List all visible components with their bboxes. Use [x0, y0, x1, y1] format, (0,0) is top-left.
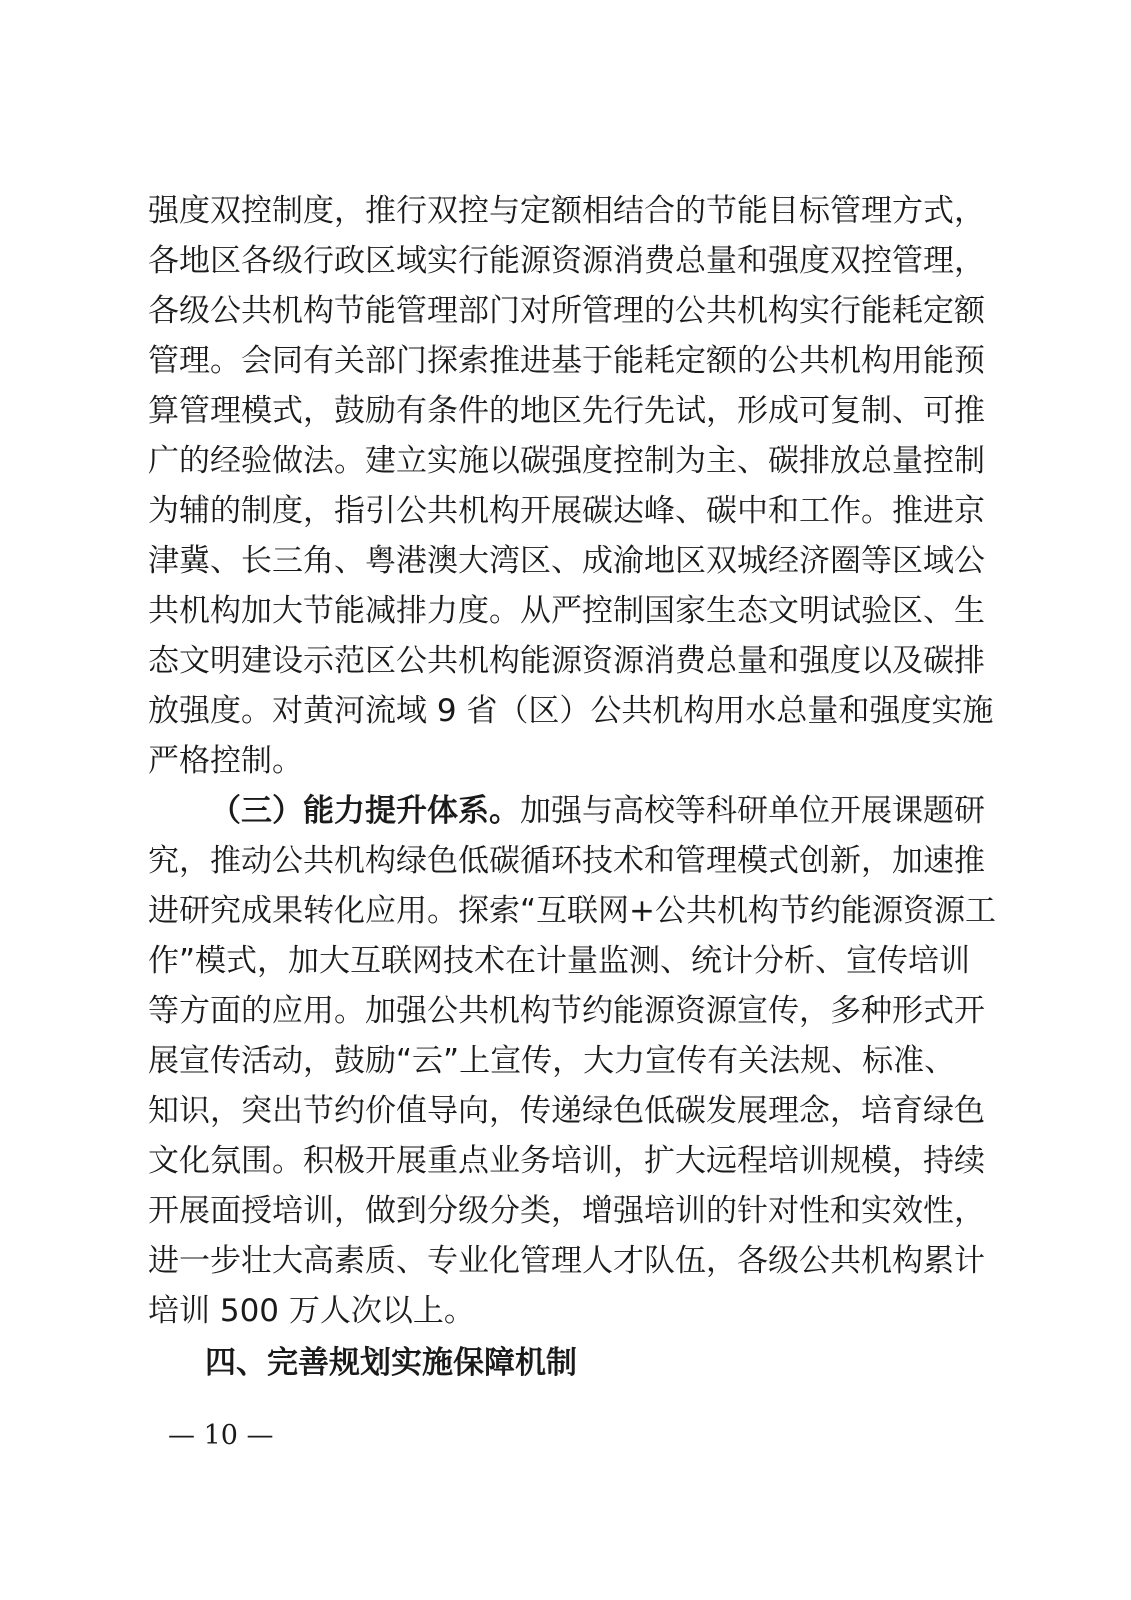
body-line: 培训 500 万人次以上。	[148, 1293, 475, 1329]
body-line: 广的经验做法。建立实施以碳强度控制为主、碳排放总量控制	[148, 443, 985, 479]
body-line: 作”模式，加大互联网技术在计量监测、统计分析、宣传培训	[148, 943, 971, 979]
body-line: 知识，突出节约价值导向，传递绿色低碳发展理念，培育绿色	[148, 1093, 985, 1129]
page-number: — 10 —	[168, 1420, 274, 1451]
body-line: 共机构加大节能减排力度。从严控制国家生态文明试验区、生	[148, 593, 985, 629]
section3-heading: （三）能力提升体系。	[210, 793, 520, 829]
body-line: 进一步壮大高素质、专业化管理人才队伍，各级公共机构累计	[148, 1243, 985, 1279]
body-line: 文化氛围。积极开展重点业务培训，扩大远程培训规模，持续	[148, 1143, 985, 1179]
body-line: 为辅的制度，指引公共机构开展碳达峰、碳中和工作。推进京	[148, 493, 985, 529]
body-line: 津冀、长三角、粤港澳大湾区、成渝地区双城经济圈等区域公	[148, 543, 985, 579]
body-line: 进研究成果转化应用。探索“互联网+公共机构节约能源资源工	[148, 893, 997, 929]
body-line: 放强度。对黄河流域 9 省（区）公共机构用水总量和强度实施	[148, 693, 994, 729]
body-line: 开展面授培训，做到分级分类，增强培训的针对性和实效性，	[148, 1193, 985, 1229]
section-heading: 四、完善规划实施保障机制	[205, 1345, 577, 1381]
body-line: 等方面的应用。加强公共机构节约能源资源宣传，多种形式开	[148, 993, 985, 1029]
body-line: 管理。会同有关部门探索推进基于能耗定额的公共机构用能预	[148, 343, 985, 379]
section3-first-line-text: 加强与高校等科研单位开展课题研	[520, 793, 985, 829]
body-line: 各级公共机构节能管理部门对所管理的公共机构实行能耗定额	[148, 293, 985, 329]
body-line: 态文明建设示范区公共机构能源资源消费总量和强度以及碳排	[148, 643, 985, 679]
body-line: 算管理模式，鼓励有条件的地区先行先试，形成可复制、可推	[148, 393, 985, 429]
body-line: 展宣传活动，鼓励“云”上宣传，大力宣传有关法规、标准、	[148, 1043, 956, 1079]
section3-first-line	[210, 787, 985, 835]
body-line: 严格控制。	[148, 743, 303, 779]
body-line: 各地区各级行政区域实行能源资源消费总量和强度双控管理，	[148, 243, 985, 279]
body-line: 强度双控制度，推行双控与定额相结合的节能目标管理方式，	[148, 193, 985, 229]
body-line: 究，推动公共机构绿色低碳循环技术和管理模式创新，加速推	[148, 843, 985, 879]
